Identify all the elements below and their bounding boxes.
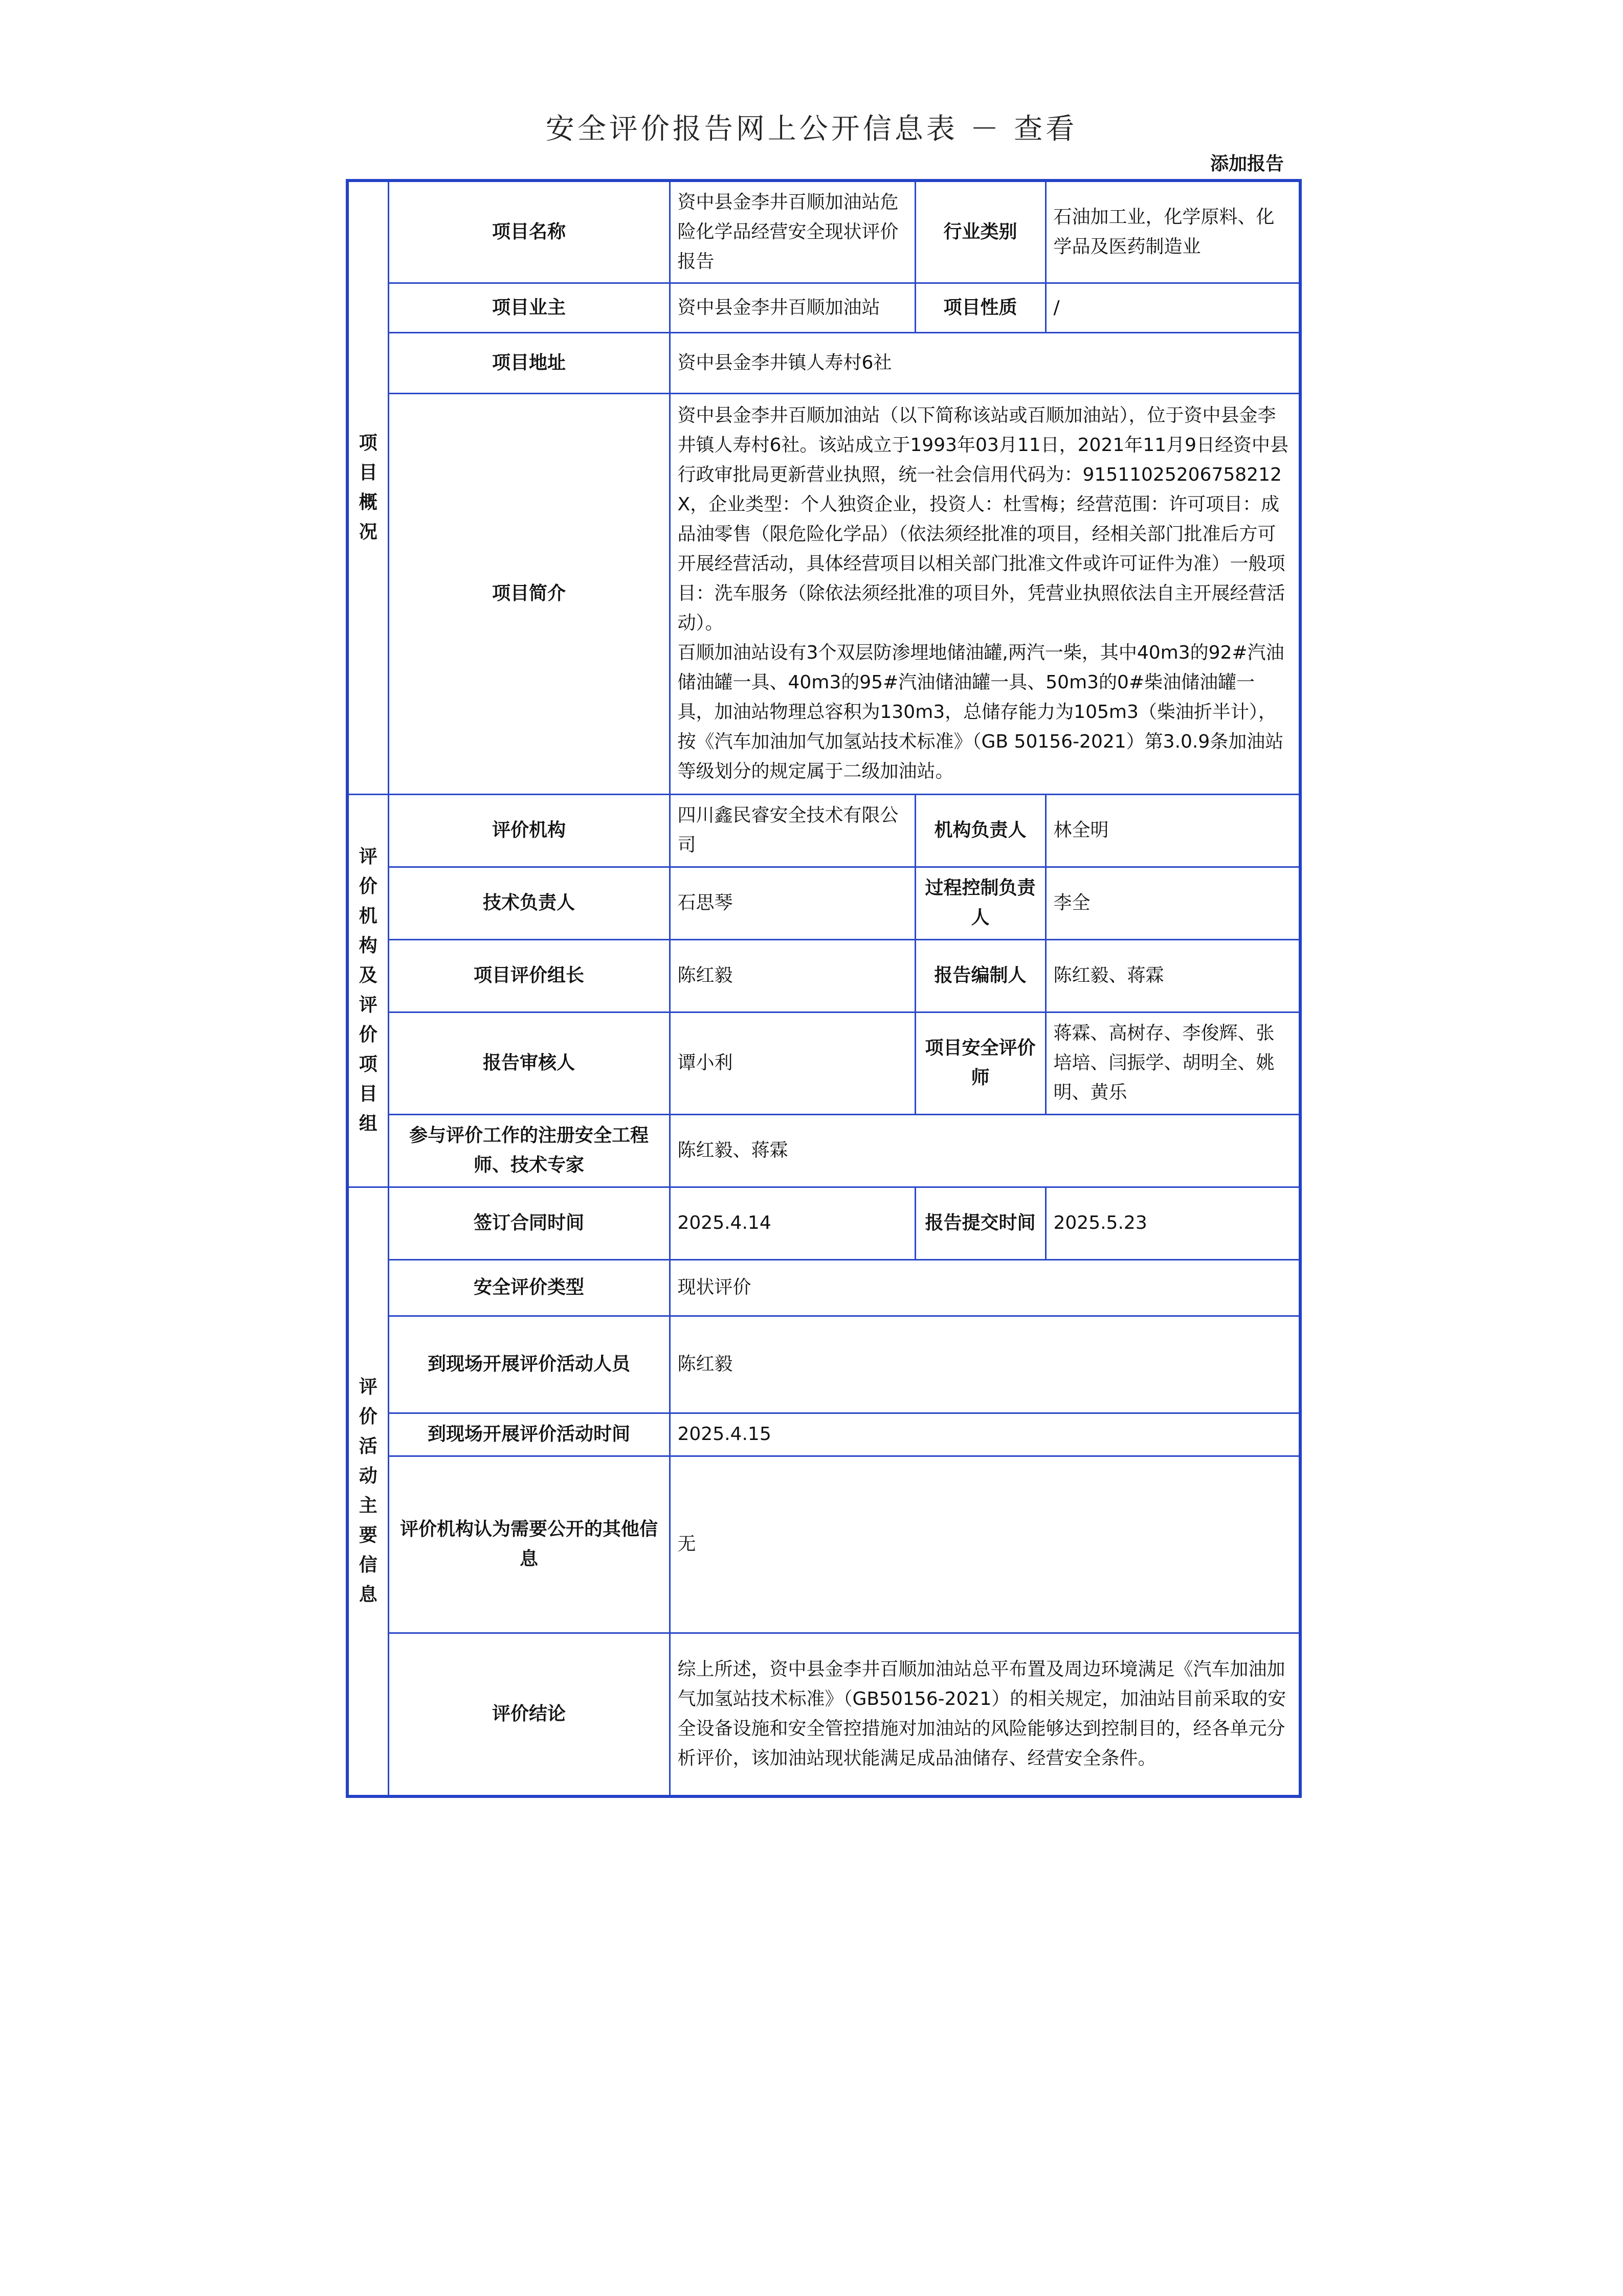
row-tech-lead xyxy=(347,867,1300,939)
page-title: 安全评价报告网上公开信息表 － 查看 xyxy=(545,112,1078,146)
other-info-value: 无 xyxy=(670,1456,1300,1633)
onsite-time-value: 2025.4.15 xyxy=(670,1413,1300,1456)
section-overview-label: 项目概况 xyxy=(347,181,388,794)
process-lead-value: 李全 xyxy=(1046,867,1300,939)
row-eval-type xyxy=(347,1259,1300,1316)
project-intro-paragraph-1: 资中县金李井百顺加油站（以下简称该站或百顺加油站），位于资中县金李井镇人寿村6社。该站成立于1993年03月11日，2021年11月9日经资中县行政审批局更新营业执照，统一社会信用代码为：91511025206758212X，企业类型：个人独资企业，投资人：杜雪梅；经营范围：许可项目：成品油零售（限危险化学品）（依法须经批准的项目，经相关部门批准后方可开展经营活动，具体经营项目以相关部门批准文件或许可证件为准）一般项目：洗车服务（除依法须经批准的项目外，凭营业执照依法自主开展经营活动）。 xyxy=(677,405,1288,634)
onsite-time-label: 到现场开展评价活动时间 xyxy=(388,1413,670,1456)
report-editor-label: 报告编制人 xyxy=(915,939,1046,1012)
project-address-value: 资中县金李井镇人寿村6社 xyxy=(670,332,1300,393)
submit-date-value: 2025.5.23 xyxy=(1046,1187,1300,1259)
eval-type-label: 安全评价类型 xyxy=(388,1259,670,1316)
row-reviewer xyxy=(347,1012,1300,1114)
row-project-name xyxy=(347,181,1300,283)
row-onsite-time xyxy=(347,1413,1300,1456)
row-onsite-people xyxy=(347,1316,1300,1413)
conclusion-value: 综上所述，资中县金李井百顺加油站总平布置及周边环境满足《汽车加油加气加氢站技术标准》（GB50156-2021）的相关规定，加油站目前采取的安全设备设施和安全管控措施对加油站的风险能够达到控制目的，经各单元分析评价，该加油站现状能满足成品油储存、经营安全条件。 xyxy=(670,1633,1300,1796)
project-nature-label: 项目性质 xyxy=(915,283,1046,332)
industry-value: 石油加工业，化学原料、化学品及医药制造业 xyxy=(1046,181,1300,283)
reviewer-value: 谭小利 xyxy=(670,1012,915,1114)
row-team-leader xyxy=(347,939,1300,1012)
project-owner-value: 资中县金李井百顺加油站 xyxy=(670,283,915,332)
conclusion-label: 评价结论 xyxy=(388,1633,670,1796)
tech-lead-label: 技术负责人 xyxy=(388,867,670,939)
agency-label: 评价机构 xyxy=(388,794,670,867)
row-agency xyxy=(347,794,1300,867)
row-contract xyxy=(347,1187,1300,1259)
industry-label: 行业类别 xyxy=(915,181,1046,283)
contract-date-label: 签订合同时间 xyxy=(388,1187,670,1259)
submit-date-label: 报告提交时间 xyxy=(915,1187,1046,1259)
project-intro-paragraph-2: 百顺加油站设有3个双层防渗埋地储油罐,两汽一柴，其中40m3的92#汽油储油罐一具、40m3的95#汽油储油罐一具、50m3的0#柴油储油罐一具，加油站物理总容积为130m3，总储存能力为105m3（柴油折半计），按《汽车加油加气加氢站技术标准》（GB 50156-2021）第3.0.9条加油站等级划分的规定属于二级加油站。 xyxy=(677,642,1284,782)
contract-date-value: 2025.4.14 xyxy=(670,1187,915,1259)
tech-lead-value: 石思琴 xyxy=(670,867,915,939)
agency-head-value: 林全明 xyxy=(1046,794,1300,867)
agency-value: 四川鑫民睿安全技术有限公司 xyxy=(670,794,915,867)
project-name-value: 资中县金李井百顺加油站危险化学品经营安全现状评价报告 xyxy=(670,181,915,283)
project-address-label: 项目地址 xyxy=(388,332,670,393)
assessors-label: 项目安全评价师 xyxy=(915,1012,1046,1114)
section-org-label: 评价机构及评价项目组 xyxy=(347,794,388,1187)
project-name-label: 项目名称 xyxy=(388,181,670,283)
eval-type-value: 现状评价 xyxy=(670,1259,1300,1316)
onsite-people-value: 陈红毅 xyxy=(670,1316,1300,1413)
agency-head-label: 机构负责人 xyxy=(915,794,1046,867)
process-lead-label: 过程控制负责人 xyxy=(915,867,1046,939)
team-leader-value: 陈红毅 xyxy=(670,939,915,1012)
reviewer-label: 报告审核人 xyxy=(388,1012,670,1114)
engineers-value: 陈红毅、蒋霖 xyxy=(670,1114,1300,1187)
section-activity-label: 评价活动主要信息 xyxy=(347,1187,388,1796)
team-leader-label: 项目评价组长 xyxy=(388,939,670,1012)
row-engineers xyxy=(347,1114,1300,1187)
info-table xyxy=(346,179,1302,1798)
row-project-address xyxy=(347,332,1300,393)
project-intro-label: 项目简介 xyxy=(388,393,670,794)
add-report-link[interactable]: 添加报告 xyxy=(1210,153,1284,174)
row-other-info xyxy=(347,1456,1300,1633)
row-project-intro xyxy=(347,393,1300,794)
assessors-value: 蒋霖、高树存、李俊辉、张培培、闫振学、胡明全、姚明、黄乐 xyxy=(1046,1012,1300,1114)
other-info-label: 评价机构认为需要公开的其他信息 xyxy=(388,1456,670,1633)
project-intro-value xyxy=(670,393,1300,794)
report-editor-value: 陈红毅、蒋霖 xyxy=(1046,939,1300,1012)
engineers-label: 参与评价工作的注册安全工程师、技术专家 xyxy=(388,1114,670,1187)
project-nature-value: / xyxy=(1046,283,1300,332)
row-conclusion xyxy=(347,1633,1300,1796)
project-owner-label: 项目业主 xyxy=(388,283,670,332)
row-project-owner xyxy=(347,283,1300,332)
onsite-people-label: 到现场开展评价活动人员 xyxy=(388,1316,670,1413)
